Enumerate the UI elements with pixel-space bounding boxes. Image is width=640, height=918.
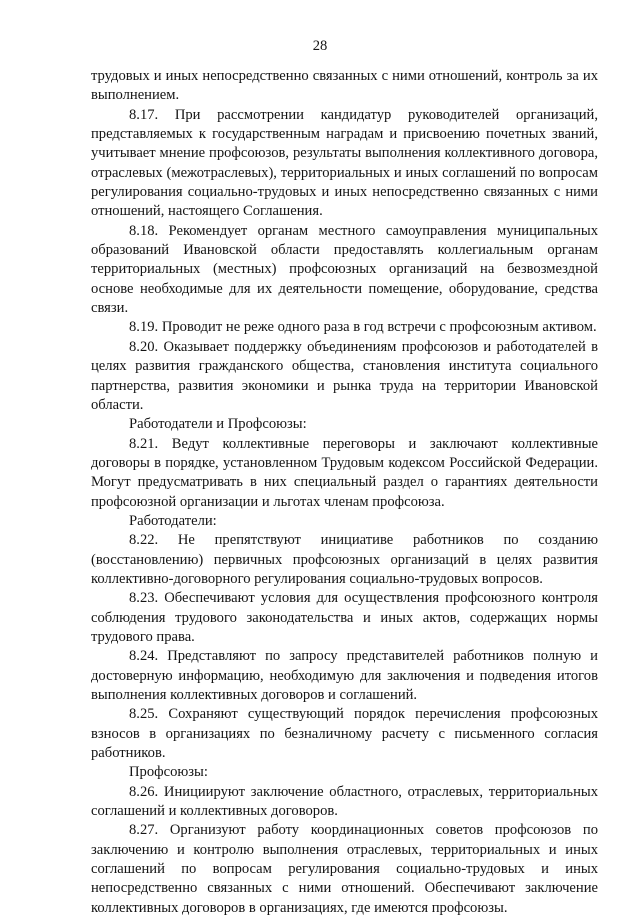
page-number: 28: [312, 38, 328, 54]
paragraph-8-24: 8.24. Представляют по запросу представителей работников полную и достоверную информацию, необходимую для заключения и подведения итогов выполнения коллективных договоров и соглашений.: [91, 648, 598, 703]
section-heading-unions: Профсоюзы:: [129, 764, 208, 781]
paragraph-8-23: 8.23. Обеспечивают условия для осуществления профсоюзного контроля соблюдения трудового законодательства и иных актов, содержащих нормы трудового права.: [91, 590, 598, 645]
paragraph-8-18: 8.18. Рекомендует органам местного самоуправления муниципальных образований Ивановской области предоставлять коллегиальным органам территориальных (местных) профсоюзных организаций на безвозмездной основе необходимые для их деятельности помещение, оборудование, средства связи.: [91, 222, 598, 317]
paragraph-8-22: 8.22. Не препятствуют инициативе работников по созданию (восстановлению) первичных профсоюзных организаций в целях развития коллективно-договорного регулирования социально-трудовых вопросов.: [91, 532, 598, 587]
section-heading-employers-and-unions: Работодатели и Профсоюзы:: [129, 416, 307, 433]
paragraph-8-25: 8.25. Сохраняют существующий порядок перечисления профсоюзных взносов в организациях по безналичному расчету с письменного согласия работников.: [91, 706, 598, 762]
paragraph-8-20: 8.20. Оказывает поддержку объединениям профсоюзов и работодателей в целях развития гражданского общества, становления института социального партнерства, развития экономики и рынка труда на территории Ивановской области.: [91, 338, 598, 413]
paragraph-8-26: 8.26. Инициируют заключение областного, отраслевых, территориальных соглашений и коллективных договоров.: [91, 783, 598, 820]
paragraph-8-27: 8.27. Организуют работу координационных советов профсоюзов по заключению и контролю выполнения отраслевых, территориальных и иных соглашений по вопросам регулирования социально-трудовых и иных непосредственно связанных с ними отношений. Обеспечивают заключение коллективных договоров в организациях, где имеются профсоюзы.: [91, 822, 598, 916]
paragraph-continuation: трудовых и иных непосредственно связанных с ними отношений, контроль за их выполнением.: [91, 68, 598, 104]
section-heading-employers: Работодатели:: [129, 512, 217, 529]
paragraph-8-19: 8.19. Проводит не реже одного раза в год встречи с профсоюзным активом.: [129, 319, 597, 336]
paragraph-8-17: 8.17. При рассмотрении кандидатур руководителей организаций, представляемых к государственным наградам и присвоению почетных званий, учитывает мнение профсоюзов, результаты выполнения коллективного договора, отраслевых (межотраслевых), территориальных и иных соглашений по вопросам регулирования социально-трудовых и иных непосредственно связанных с ними отношений, настоящего Соглашения.: [91, 106, 598, 220]
body-text: [91, 67, 598, 918]
paragraph-8-21: 8.21. Ведут коллективные переговоры и заключают коллективные договоры в порядке, установленном Трудовым кодексом Российской Федерации. Могут предусматривать в них специальный раздел о гарантиях деятельности профсоюзной организации и льготах членам профсоюза.: [91, 435, 598, 510]
